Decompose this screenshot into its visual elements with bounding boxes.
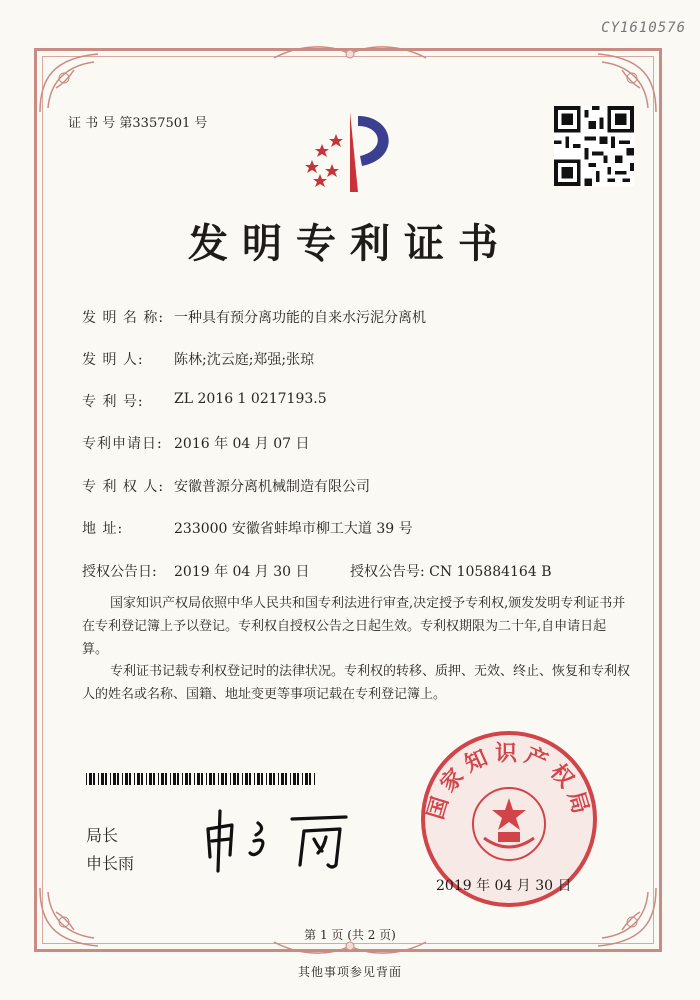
field-label: 地 址: [82, 521, 124, 537]
field-value: 2016 年 04 月 07 日 [174, 436, 310, 452]
grant-date-value: 2019 年 04 月 30 日 [174, 564, 310, 580]
grant-publication [350, 561, 650, 581]
page-number: 第 1 页 (共 2 页) [304, 928, 396, 942]
certificate-title: 发明专利证书 [188, 220, 512, 267]
barcode [86, 770, 318, 782]
statement-paragraph-1: 国家知识产权局依照中华人民共和国专利法进行审查,决定授予专利权,颁发发明专利证书并在专利登记簿上予以登记。专利权自授权公告之日起生效。专利权期限为二十年,自申请日起算。 [82, 596, 626, 657]
field-value: 一种具有预分离功能的自来水污泥分离机 [174, 310, 426, 326]
field-label: 发 明 名 称: [82, 310, 165, 326]
footer-note: 其他事项参见背面 [297, 965, 402, 979]
field-label: 专 利 号: [82, 394, 144, 410]
field-value: ZL 2016 1 0217193.5 [174, 391, 327, 407]
certificate-number: 证 书 号 第3357501 号 [68, 116, 208, 131]
field-application-date [82, 433, 310, 453]
corner-ornament-top-left [34, 48, 104, 118]
field-inventors [82, 349, 314, 369]
field-label: 发 明 人: [82, 352, 144, 368]
director-name: 申长雨 [86, 854, 135, 873]
field-value: 安徽普源分离机械制造有限公司 [174, 479, 370, 495]
field-invention-name [82, 307, 426, 327]
top-center-ornament [270, 42, 430, 64]
grant-publication-label: 授权公告号: [350, 564, 425, 580]
field-value: 233000 安徽省蚌埠市柳工大道 39 号 [174, 521, 413, 537]
seal-text: 国家知识产权局 [422, 740, 596, 823]
field-patentee [82, 476, 370, 496]
field-patent-number [82, 391, 327, 411]
field-address [82, 518, 413, 538]
field-value: 陈林;沈云庭;郑强;张琼 [174, 352, 315, 368]
handwritten-note: CY1610576 [601, 20, 686, 36]
seal-date: 2019 年 04 月 30 日 [436, 878, 572, 894]
grant-row [82, 561, 552, 581]
patent-office-logo [298, 108, 408, 196]
grant-date-label: 授权公告日: [82, 564, 157, 580]
statement-paragraph-2: 专利证书记载专利权登记时的法律状况。专利权的转移、质押、无效、终止、恢复和专利权人的姓名或名称、国籍、地址变更等事项记载在专利登记簿上。 [82, 664, 631, 702]
field-label: 专利申请日: [82, 436, 163, 452]
grant-publication-value: CN 105884164 B [429, 564, 552, 580]
director-title: 局长 [86, 826, 119, 845]
field-label: 专 利 权 人: [82, 479, 165, 495]
director-signature [196, 805, 376, 875]
qr-code [554, 106, 634, 186]
